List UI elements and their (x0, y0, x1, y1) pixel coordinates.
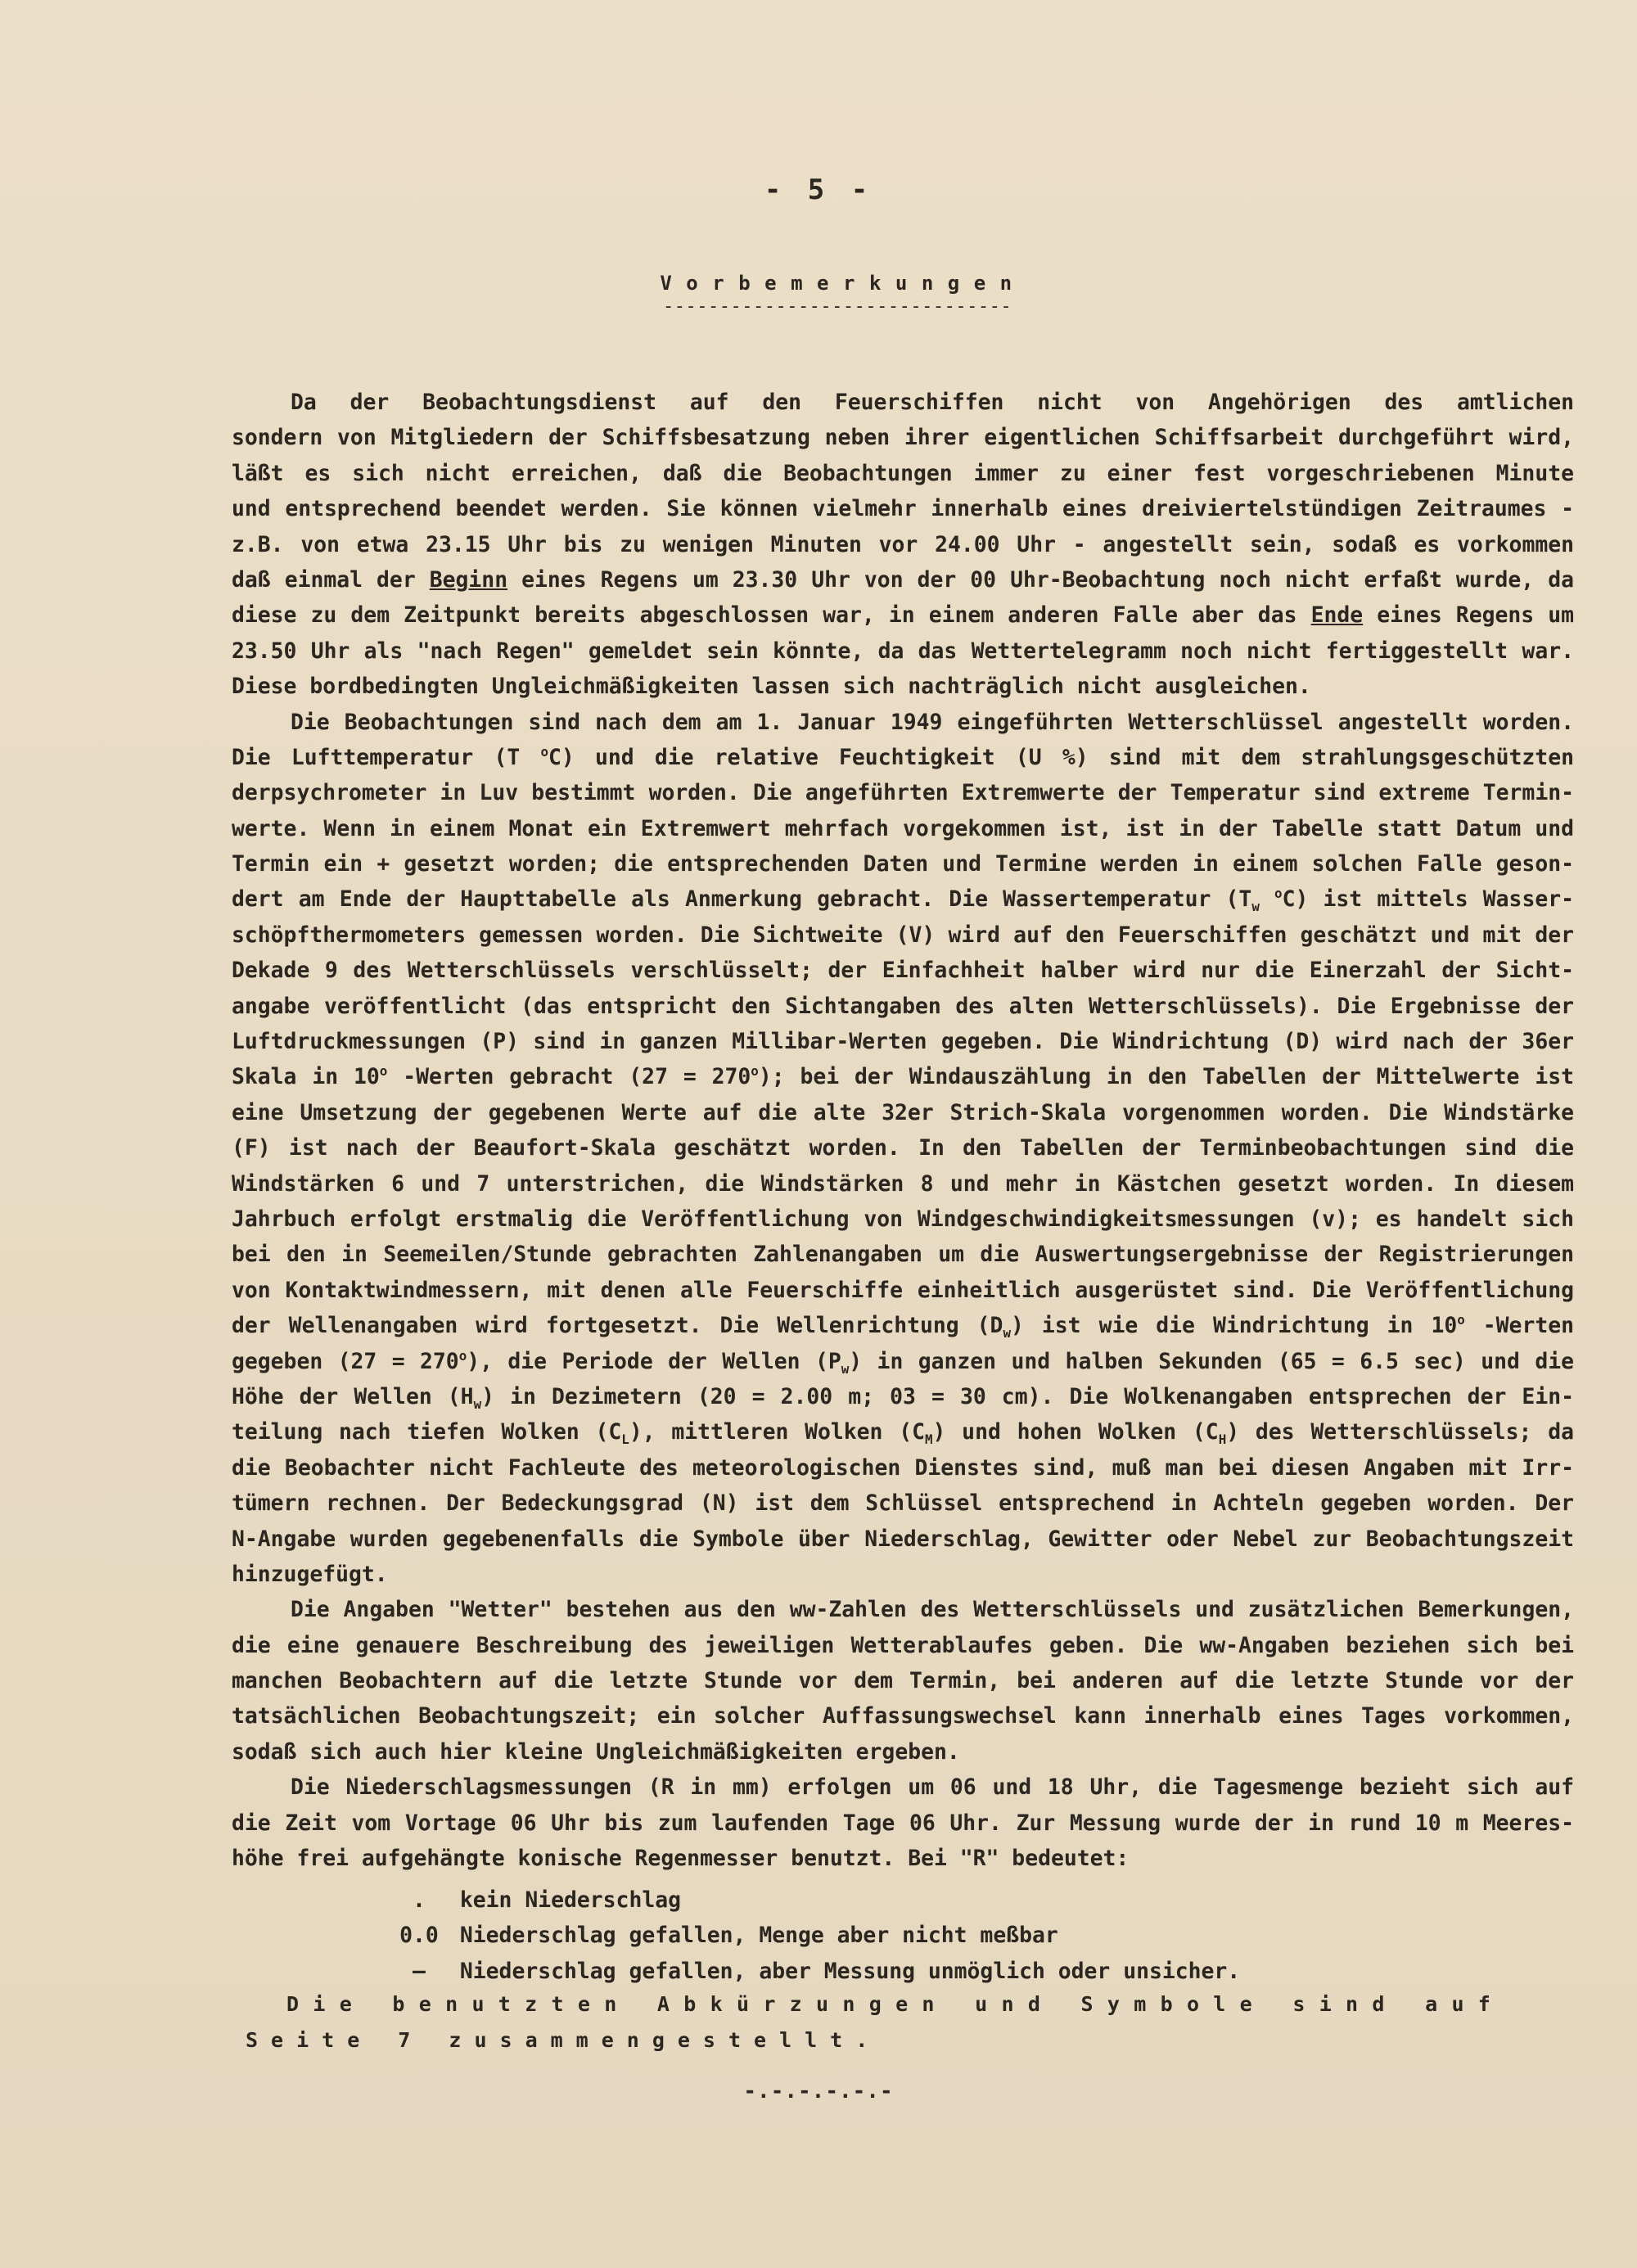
text-line: N-Angabe wurden gegebenenfalls die Symbole über Niederschlag, Gewitter oder Nebel zur Beobachtungszeit (232, 1526, 1574, 1552)
body-text (232, 385, 1574, 1876)
text-line: bei den in Seemeilen/Stunde gebrachten Zahlenangaben um die Auswertungsergebnisse der Registrierungen (232, 1242, 1574, 1268)
legend-symbol: — (413, 1958, 426, 1984)
text-line: Jahrbuch erfolgt erstmalig die Veröffentlichung von Windgeschwindigkeitsmessungen (v); es handelt sich (232, 1206, 1574, 1232)
text-line: 23.50 Uhr als "nach Regen" gemeldet sein könnte, da das Wettertelegramm noch nicht fertiggestellt war. (232, 638, 1574, 664)
text-line: derpsychrometer in Luv bestimmt worden. Die angeführten Extremwerte der Temperatur sind extreme Termin- (232, 780, 1574, 806)
legend-symbol: 0.0 (399, 1923, 439, 1949)
text-line: gegeben $(27 = 270^o)$, die Periode der Wellen $(P_w)$ in ganzen und halben Sekunden (65 = 6.5 sec) und die (232, 1347, 1574, 1377)
text-line: Luftdruckmessungen (P) sind in ganzen Millibar-Werten gegeben. Die Windrichtung (D) wird nach der 36er (232, 1029, 1574, 1055)
text-line: tatsächlichen Beobachtungszeit; ein solcher Auffassungswechsel kann innerhalb eines Tages vorkommen, (232, 1703, 1574, 1729)
text-line: Da der Beobachtungsdienst auf den Feuerschiffen nicht von Angehörigen des amtlichen (291, 390, 1574, 415)
text-line: die Zeit vom Vortage 06 Uhr bis zum laufenden Tage 06 Uhr. Zur Messung wurde der in rund 10 m Meeres- (232, 1810, 1574, 1836)
text-line: werte. Wenn in einem Monat ein Extremwert mehrfach vorgekommen ist, ist in der Tabelle statt Datum und (232, 815, 1574, 841)
page-number: - 5 - (764, 174, 873, 206)
underlined-word: Beginn (429, 566, 508, 593)
legend-text: Niederschlag gefallen, Menge aber nicht meßbar (459, 1923, 1058, 1949)
footer-note-line-1: Die benutzten Abkürzungen und Symbole sind auf (286, 1992, 1505, 2016)
text-line: und entsprechend beendet werden. Sie können vielmehr innerhalb eines dreiviertelstündigen Zeitraumes - (232, 496, 1574, 522)
text-line: von Kontaktwindmessern, mit denen alle Feuerschiffe einheitlich ausgerüstet sind. Die Veröffentlichung (232, 1277, 1574, 1303)
underlined-word: Ende (1310, 602, 1364, 629)
text-line: Dekade 9 des Wetterschlüssels verschlüsselt; der Einfachheit halber wird nur die Einerzahl der Sicht- (232, 958, 1574, 984)
text-line: Die Lufttemperatur (T $^o$C) und die relative Feuchtigkeit (U %) sind mit dem strahlungsgeschützten (232, 743, 1574, 770)
legend-text: kein Niederschlag (459, 1887, 681, 1913)
text-line: Höhe der Wellen $(H_w)$ in Dezimetern (20 = 2.00 m; 03 = 30 cm). Die Wolkenangaben entsprechen der Ein- (232, 1383, 1574, 1412)
title-underline: ------------------------------- (663, 296, 1012, 317)
legend-row (391, 1882, 1240, 1918)
text-line: sondern von Mitgliedern der Schiffsbesatzung neben ihrer eigentlichen Schiffsarbeit durchgeführt wird, (232, 425, 1574, 451)
text-line: teilung nach tiefen Wolken $(C_L)$, mittleren Wolken $(C_M)$ und hohen Wolken $(C_H)$ des Wetterschlüssels; da (232, 1419, 1574, 1448)
text-line: angabe veröffentlicht (das entspricht den Sichtangaben des alten Wetterschlüssels). Die Ergebnisse der (232, 993, 1574, 1019)
text-line: Windstärken 6 und 7 unterstrichen, die Windstärken 8 und mehr in Kästchen gesetzt worden. In diesem (232, 1170, 1574, 1197)
text-line: hinzugefügt. (232, 1561, 388, 1587)
precipitation-legend (391, 1882, 1240, 1989)
footer-note-line-2: Seite 7 zusammengestellt. (246, 2028, 882, 2052)
legend-row (391, 1918, 1240, 1953)
text-line: höhe frei aufgehängte konische Regenmesser benutzt. Bei "R" bedeutet: (232, 1846, 1130, 1872)
text-line: Die Angaben "Wetter" bestehen aus den ww-Zahlen des Wetterschlüssels und zusätzlichen Bemerkungen, (291, 1597, 1574, 1623)
text-line: diese zu dem Zeitpunkt bereits abgeschlossen war, in einem anderen Falle aber das Ende eines Regens um (232, 602, 1574, 629)
text-line: schöpfthermometers gemessen worden. Die Sichtweite (V) wird auf den Feuerschiffen geschätzt und mit der (232, 922, 1574, 948)
text-line: daß einmal der Beginn eines Regens um 23.30 Uhr von der 00 Uhr-Beobachtung noch nicht erfaßt wurde, da (232, 566, 1574, 593)
legend-symbol: . (413, 1887, 426, 1913)
text-line: Skala in 10$^o$ -Werten gebracht $(27 = 270^o)$; bei der Windauszählung in den Tabellen der Mittelwerte ist (232, 1063, 1574, 1090)
text-line: der Wellenangaben wird fortgesetzt. Die Wellenrichtung $(D_w)$ ist wie die Windrichtung in 10$^o$ -Werten (232, 1312, 1574, 1341)
legend-row (391, 1954, 1240, 1989)
end-mark: -.-.-.-.-.- (743, 2079, 894, 2103)
text-line: Die Niederschlagsmessungen (R in mm) erfolgen um 06 und 18 Uhr, die Tagesmenge bezieht sich auf (291, 1774, 1574, 1801)
text-line: sodaß sich auch hier kleine Ungleichmäßigkeiten ergeben. (232, 1738, 960, 1765)
page-title: Vorbemerkungen (660, 272, 1026, 295)
text-line: läßt es sich nicht erreichen, daß die Beobachtungen immer zu einer fest vorgeschriebenen Minute (232, 460, 1574, 486)
text-line: Termin ein + gesetzt worden; die entsprechenden Daten und Termine werden in einem solchen Falle geson- (232, 851, 1574, 877)
text-line: tümern rechnen. Der Bedeckungsgrad (N) ist dem Schlüssel entsprechend in Achteln gegeben worden. Der (232, 1490, 1574, 1517)
text-line: (F) ist nach der Beaufort-Skala geschätzt worden. In den Tabellen der Terminbeobachtungen sind die (232, 1135, 1574, 1161)
text-line: eine Umsetzung der gegebenen Werte auf die alte 32er Strich-Skala vorgenommen worden. Die Windstärke (232, 1099, 1574, 1125)
text-line: dert am Ende der Haupttabelle als Anmerkung gebracht. Die Wassertemperatur ($T_w$ $^o$C) ist mittels Wasser- (232, 886, 1574, 915)
text-line: die Beobachter nicht Fachleute des meteorologischen Dienstes sind, muß man bei diesen Angaben mit Irr- (232, 1454, 1574, 1481)
text-line: manchen Beobachtern auf die letzte Stunde vor dem Termin, bei anderen auf die letzte Stunde vor der (232, 1668, 1574, 1694)
text-line: Diese bordbedingten Ungleichmäßigkeiten lassen sich nachträglich nicht ausgleichen. (232, 674, 1311, 700)
text-line: Die Beobachtungen sind nach dem am 1. Januar 1949 eingeführten Wetterschlüssel angestellt worden. (291, 709, 1574, 735)
legend-text: Niederschlag gefallen, aber Messung unmöglich oder unsicher. (459, 1958, 1241, 1984)
text-line: die eine genauere Beschreibung des jeweiligen Wetterablaufes geben. Die ww-Angaben beziehen sich bei (232, 1632, 1574, 1658)
text-line: z.B. von etwa 23.15 Uhr bis zu wenigen Minuten vor 24.00 Uhr - angestellt sein, sodaß es vorkommen (232, 531, 1574, 557)
